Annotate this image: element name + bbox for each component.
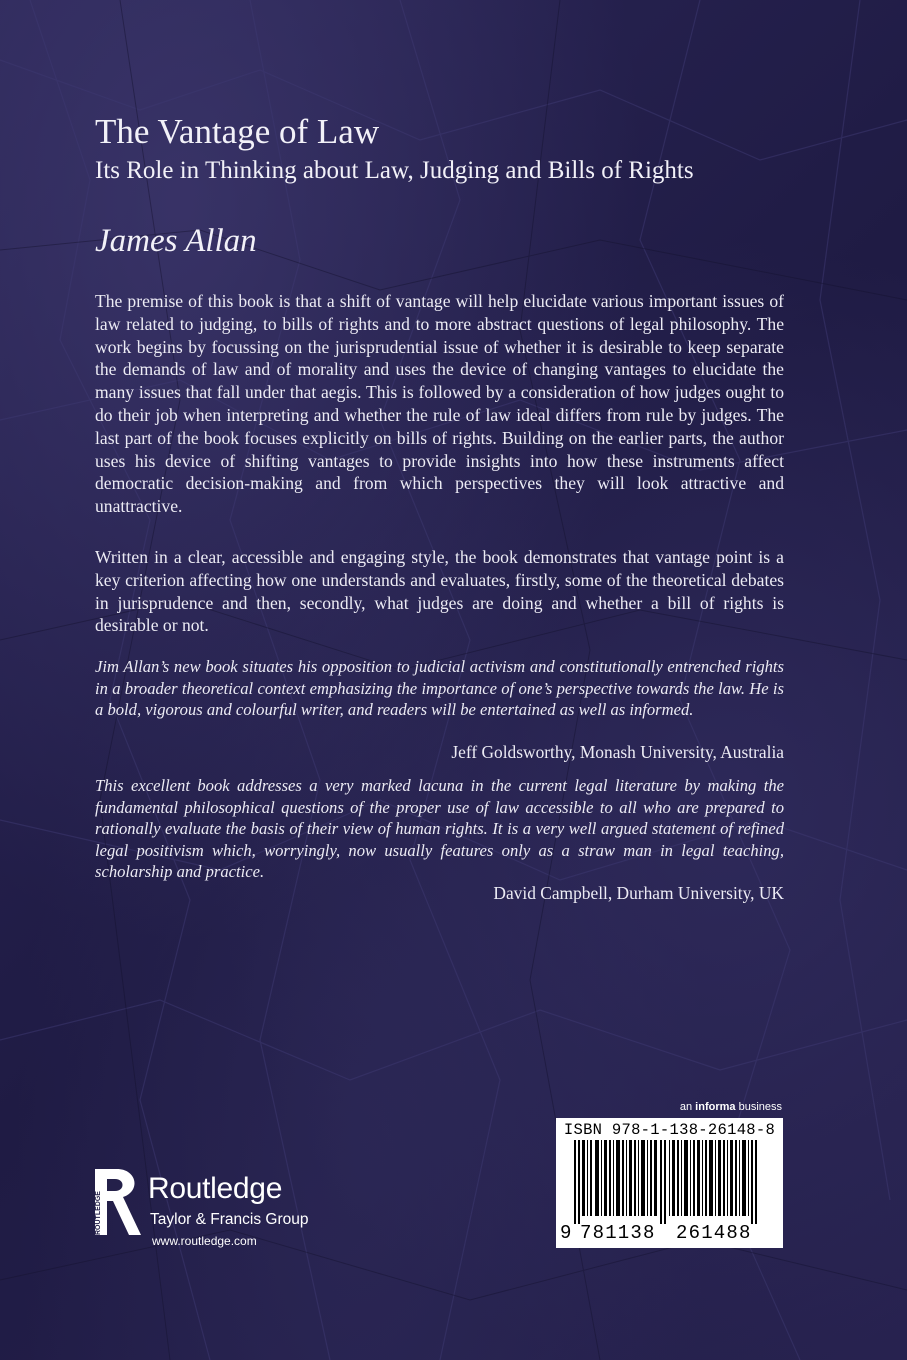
publisher-group: Taylor & Francis Group	[150, 1211, 309, 1228]
endorsement-attribution: David Campbell, Durham University, UK	[493, 883, 784, 903]
routledge-logo-icon	[93, 1165, 145, 1237]
book-author: James Allan	[95, 223, 257, 259]
endorsement-quote: This excellent book addresses a very marked lacuna in the current legal literature by making the fundamental philosophical questions of the proper use of law accessible to all who are prepared to rationally evaluate the basis of their view of human rights. It is a very well argued statement of refined legal positivism which, worryingly, now usually features only as a straw man in legal teaching, scholarship and practice.	[95, 776, 784, 882]
book-title: The Vantage of Law	[95, 112, 380, 151]
informa-suffix: business	[738, 1101, 782, 1113]
barcode-group: 261488	[676, 1222, 752, 1244]
book-subtitle: Its Role in Thinking about Law, Judging and Bills of Rights	[95, 157, 694, 184]
isbn-label: ISBN 978-1-138-26148-8	[563, 1121, 776, 1139]
endorsement-quote: Jim Allan’s new book situates his opposition to judicial activism and constitutionally entrenched rights in a broader theoretical context emphasizing the importance of one’s perspective towards the law. He is a bold, vigorous and colourful writer, and readers will be entertained as well as informed.	[95, 657, 784, 720]
publisher-url: www.routledge.com	[152, 1234, 257, 1248]
informa-prefix: an	[679, 1101, 693, 1113]
logo-letters: ROUTLEDGE	[95, 1191, 102, 1235]
informa-tagline	[680, 1101, 782, 1113]
barcode-bars	[562, 1140, 777, 1224]
blurb-paragraph: The premise of this book is that a shift of vantage will help elucidate various important issues of law related to judging, to bills of rights and to more abstract questions of legal philosophy. The work begins by focussing on the jurisprudential issue of whether it is desirable to keep separate the demands of law and of morality and uses the device of changing vantages to elucidate the many issues that fall under that aegis. This is followed by a consideration of how judges ought to do their job when interpreting and whether the rule of law ideal differs from rule by judges. The last part of the book focuses explicitly on bills of rights. Building on the earlier parts, the author uses his device of shifting vantages to provide insights into how these instruments affect democratic decision-making and from which perspectives they will look attractive and unattractive.	[95, 291, 784, 517]
informa-brand: informa	[695, 1101, 736, 1113]
endorsement-attribution: Jeff Goldsworthy, Monash University, Australia	[451, 742, 784, 762]
isbn-barcode	[556, 1118, 783, 1248]
publisher-name: Routledge	[148, 1172, 283, 1205]
barcode-group: 781138	[580, 1222, 656, 1244]
blurb-paragraph: Written in a clear, accessible and engaging style, the book demonstrates that vantage point is a key criterion affecting how one understands and evaluates, firstly, some of the theoretical debates in jurisprudence and then, secondly, what judges are doing and whether a bill of rights is desirable or not.	[95, 547, 784, 636]
barcode-lead-digit: 9	[560, 1222, 572, 1244]
